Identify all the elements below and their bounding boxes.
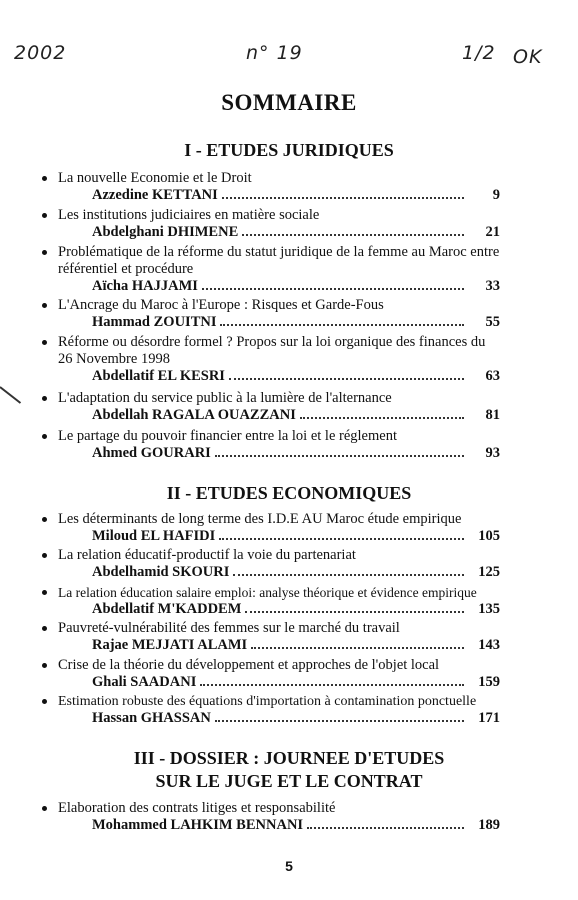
- toc-entry: [40, 297, 500, 331]
- entry-title: Réforme ou désordre formel ? Propos sur la loi organique des finances du 26 Novembre 1998: [40, 334, 500, 368]
- toc-entry: [40, 584, 500, 618]
- entry-title: Elaboration des contrats litiges et responsabilité: [40, 800, 500, 817]
- entry-author: Abdellatif M'KADDEM: [92, 601, 242, 617]
- entry-page: 9: [492, 187, 500, 203]
- entry-page: 81: [485, 407, 500, 423]
- section-heading-economiques: II - ETUDES ECONOMIQUES: [166, 483, 412, 503]
- toc-entry: [40, 428, 500, 462]
- leader-dots: [245, 611, 464, 613]
- toc-entry: [40, 547, 500, 581]
- entry-author: Aïcha HAJJAMI: [92, 278, 198, 294]
- entry-title: La relation éducation salaire emploi: analyse théorique et évidence empirique: [40, 584, 500, 601]
- entry-title: La nouvelle Economie et le Droit: [40, 170, 500, 187]
- entry-title: Les institutions judiciaires en matière sociale: [40, 207, 500, 224]
- entry-author: Azzedine KETTANI: [92, 187, 218, 203]
- leader-dots: [215, 455, 464, 457]
- toc-entry: [40, 334, 500, 385]
- entry-author: Hassan GHASSAN: [92, 710, 211, 726]
- toc-entry: [40, 693, 500, 727]
- leader-dots: [229, 378, 464, 380]
- toc-entry: [40, 390, 500, 424]
- entry-title: Le partage du pouvoir financier entre la loi et le réglement: [40, 428, 500, 445]
- entry-title: L'Ancrage du Maroc à l'Europe : Risques et Garde-Fous: [40, 297, 500, 314]
- leader-dots: [200, 684, 464, 686]
- handwritten-issue: n° 19: [246, 42, 303, 64]
- toc-entry: [40, 620, 500, 654]
- toc-entry: [40, 170, 500, 204]
- leader-dots: [219, 538, 464, 540]
- section-heading-dossier-line2: SUR LE JUGE ET LE CONTRAT: [155, 771, 423, 791]
- leader-dots: [242, 234, 464, 236]
- toc-entry: [40, 511, 500, 545]
- entry-author: Abdelhamid SKOURI: [92, 564, 230, 580]
- entry-page: 21: [485, 224, 500, 240]
- leader-dots: [233, 574, 464, 576]
- entry-author: Ghali SAADANI: [92, 674, 197, 690]
- entry-author: Ahmed GOURARI: [92, 445, 211, 461]
- toc-entry: [40, 657, 500, 691]
- section-heading-juridiques: I - ETUDES JURIDIQUES: [184, 140, 394, 160]
- entry-page: 55: [485, 314, 500, 330]
- page-number: 5: [285, 858, 293, 874]
- entry-title: Crise de la théorie du développement et approches de l'objet local: [40, 657, 500, 674]
- entry-page: 33: [485, 278, 500, 294]
- entry-page: 159: [478, 674, 500, 690]
- leader-dots: [222, 197, 464, 199]
- entry-title: Pauvreté-vulnérabilité des femmes sur le marché du travail: [40, 620, 500, 637]
- entry-page: 93: [485, 445, 500, 461]
- toc-entry: [40, 800, 500, 834]
- entry-page: 105: [478, 528, 500, 544]
- handwritten-ok: OK: [513, 46, 543, 68]
- pen-mark: [0, 386, 21, 404]
- handwritten-year: 2002: [14, 42, 67, 64]
- leader-dots: [307, 827, 464, 829]
- leader-dots: [215, 720, 464, 722]
- entry-author: Hammad ZOUITNI: [92, 314, 217, 330]
- leader-dots: [300, 417, 464, 419]
- entry-author: Abdellah RAGALA OUAZZANI: [92, 407, 296, 423]
- entry-author: Abdelghani DHIMENE: [92, 224, 239, 240]
- page-title: SOMMAIRE: [221, 90, 357, 115]
- entry-title: Problématique de la réforme du statut juridique de la femme au Maroc entre référentiel et procédure: [40, 244, 500, 278]
- entry-page: 171: [478, 710, 500, 726]
- entry-page: 135: [478, 601, 500, 617]
- handwritten-fraction: 1/2: [462, 42, 496, 64]
- entry-title: L'adaptation du service public à la lumière de l'alternance: [40, 390, 500, 407]
- entry-author: Mohammed LAHKIM BENNANI: [92, 817, 304, 833]
- entry-title: La relation éducatif-productif la voie du partenariat: [40, 547, 500, 564]
- toc-entry: [40, 207, 500, 241]
- entry-page: 63: [485, 368, 500, 384]
- entry-title: Estimation robuste des équations d'importation à contamination ponctuelle: [40, 693, 500, 710]
- entry-author: Miloud EL HAFIDI: [92, 528, 216, 544]
- toc-entry: [40, 244, 500, 295]
- leader-dots: [202, 288, 464, 290]
- entry-title: Les déterminants de long terme des I.D.E AU Maroc étude empirique: [40, 511, 500, 528]
- entry-author: Rajae MEJJATI ALAMI: [92, 637, 248, 653]
- entry-author: Abdellatif EL KESRI: [92, 368, 225, 384]
- entry-page: 143: [478, 637, 500, 653]
- section-heading-dossier: III - DOSSIER : JOURNEE D'ETUDES: [133, 748, 445, 768]
- entry-page: 189: [478, 817, 500, 833]
- entry-page: 125: [478, 564, 500, 580]
- leader-dots: [220, 324, 464, 326]
- leader-dots: [251, 647, 464, 649]
